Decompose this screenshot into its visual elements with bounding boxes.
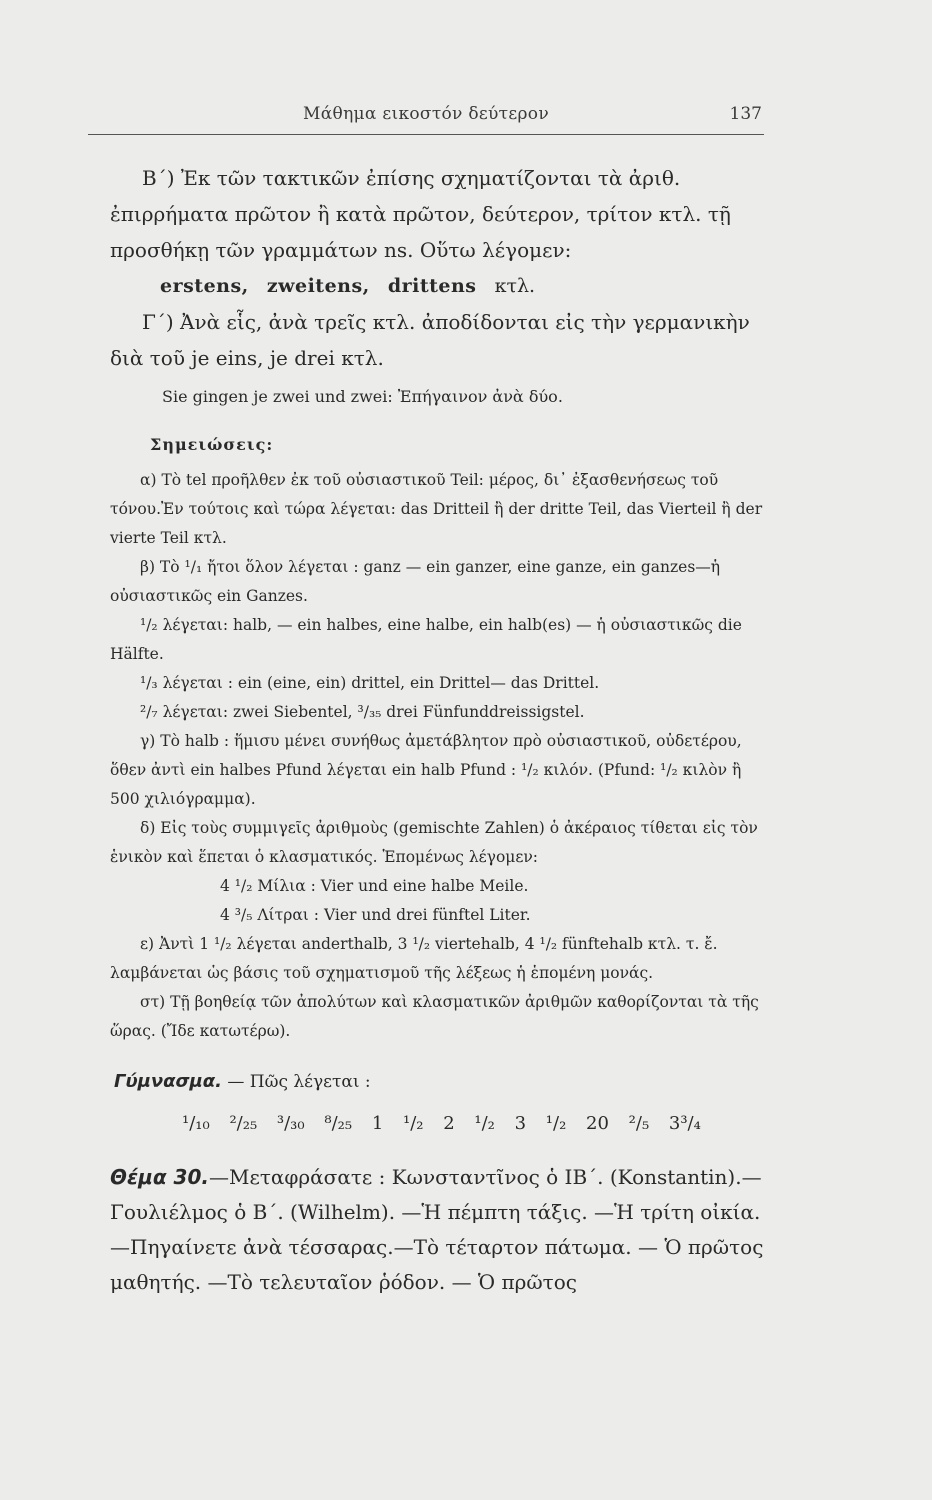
note: ε) Ἀντὶ 1 ¹/₂ λέγεται anderthalb, 3 ¹/₂ viertehalb, 4 ¹/₂ fünftehalb κτλ. τ. ἔ. λαμβάνεται ὡς βάσις τοῦ σχηματισμοῦ τῆς λέξεως ἡ ἑπομένη μονάς. [110,935,718,982]
exercise-prompt: — Πῶς λέγεται : [227,1072,371,1092]
example-word: erstens, [160,275,249,297]
theme-paragraph [110,1160,764,1300]
running-title: Μάθημα εικοστόν δεύτερον [303,104,549,124]
fraction: 2 ¹/₂ [443,1113,495,1134]
notes-heading: Σημειώσεις: [150,435,274,454]
note: α) Τὸ tel προῆλθεν ἐκ τοῦ οὐσιαστικοῦ Teil: μέρος, δι᾽ ἐξασθενήσεως τοῦ τόνου.Ἐν τούτοις καὶ τώρα λέγεται: das Dritteil ἢ der dritte Teil, das Vierteil ἢ der vierte Teil κτλ. [110,471,763,547]
paragraph: Β΄) Ἐκ τῶν τακτικῶν ἐπίσης σχηματίζονται τὰ ἀριθ. ἐπιρρήματα πρῶτον ἢ κατὰ πρῶτον, δεύτερον, τρίτον κτλ. τῇ προσθήκῃ τῶν γραμμάτων ns. Οὕτω λέγομεν: [110,166,731,262]
page-number: 137 [729,104,762,124]
theme-text: —Μεταφράσατε : Κωνσταντῖνος ὁ ΙΒ΄. (Konstantin).— Γουλιέλμος ὁ Β΄. (Wilhelm). —Ἡ πέμπτη τάξις. —Ἡ τρίτη οἰκία.—Πηγαίνετε ἀνὰ τέσσαρας.—Τὸ τέταρτον πάτωμα. — Ὁ πρῶτος μαθητής. —Τὸ τελευταῖον ῥόδον. — Ὁ πρῶτος [110,1165,764,1294]
example-word: zweitens, [266,275,370,297]
note: β) Τὸ ¹/₁ ἤτοι ὅλον λέγεται : ganz — ein ganzer, eine ganze, ein ganzes—ἡ οὐσιαστικῶς ein Ganzes. [110,558,721,605]
fraction: 3 ¹/₂ [514,1113,567,1134]
fraction: ³/₃₀ [276,1113,305,1134]
fraction: 20 ²/₅ [586,1113,650,1134]
note: γ) Τὸ halb : ἥμισυ μένει συνήθως ἀμετάβλητον πρὸ οὐσιαστικοῦ, οὐδετέρου, ὅθεν ἀντὶ ein halbes Pfund λέγεται ein halb Pfund : ¹/₂ κιλόν. (Pfund: ¹/₂ κιλὸν ἢ 500 χιλιόγραμμα). [110,732,742,808]
note: δ) Εἰς τοὺς συμμιγεῖς ἀριθμοὺς (gemischte Zahlen) ὁ ἀκέραιος τίθεται εἰς τὸν ἑνικὸν καὶ ἕπεται ὁ κλασματικός. Ἑπομένως λέγομεν: [110,819,758,866]
exercise-fractions [110,1104,764,1144]
note: ¹/₃ λέγεται : ein (eine, ein) drittel, ein Drittel— das Drittel. [140,674,600,692]
theme-label: Θέμα 30. [110,1165,209,1189]
fraction: 1 ¹/₂ [371,1113,424,1134]
fraction: ⁸/₂₅ [324,1113,353,1134]
page-header [88,104,764,135]
paragraph: Γ΄) Ἀνὰ εἷς, ἀνὰ τρεῖς κτλ. ἀποδίδονται εἰς τὴν γερμανικὴν διὰ τοῦ je eins, je drei κτλ. [110,310,750,370]
section-c [110,304,764,376]
page-body [110,160,764,1300]
fraction: 3³/₄ [668,1113,701,1134]
fraction: ²/₂₅ [229,1113,258,1134]
example-sentence: Sie gingen je zwei und zwei: Ἐπήγαινον ἀνὰ δύο. [162,387,563,406]
note: ¹/₂ λέγεται: halb, — ein halbes, eine halbe, ein halb(es) — ἡ οὐσιαστικῶς die Hälfte. [110,616,742,663]
etc-label: κτλ. [494,275,536,297]
exercise-label: Γύμνασμα. [114,1071,222,1092]
note: ²/₇ λέγεται: zwei Siebentel, ³/₃₅ drei Fünfunddreissigstel. [140,703,585,721]
exercise-heading [110,1066,764,1098]
examples-b [110,268,764,304]
note-example: 4 ¹/₂ Μίλια : Vier und eine halbe Meile. [220,877,529,895]
section-b [110,160,764,268]
example-word: drittens [387,275,477,297]
note: στ) Τῇ βοηθείᾳ τῶν ἀπολύτων καὶ κλασματικῶν ἀριθμῶν καθορίζονται τὰ τῆς ὥρας. (Ἴδε κατωτέρω). [110,993,759,1040]
note-example: 4 ³/₅ Λίτραι : Vier und drei fünftel Liter. [220,906,531,924]
fraction: ¹/₁₀ [182,1113,210,1134]
notes-list [110,466,764,1046]
